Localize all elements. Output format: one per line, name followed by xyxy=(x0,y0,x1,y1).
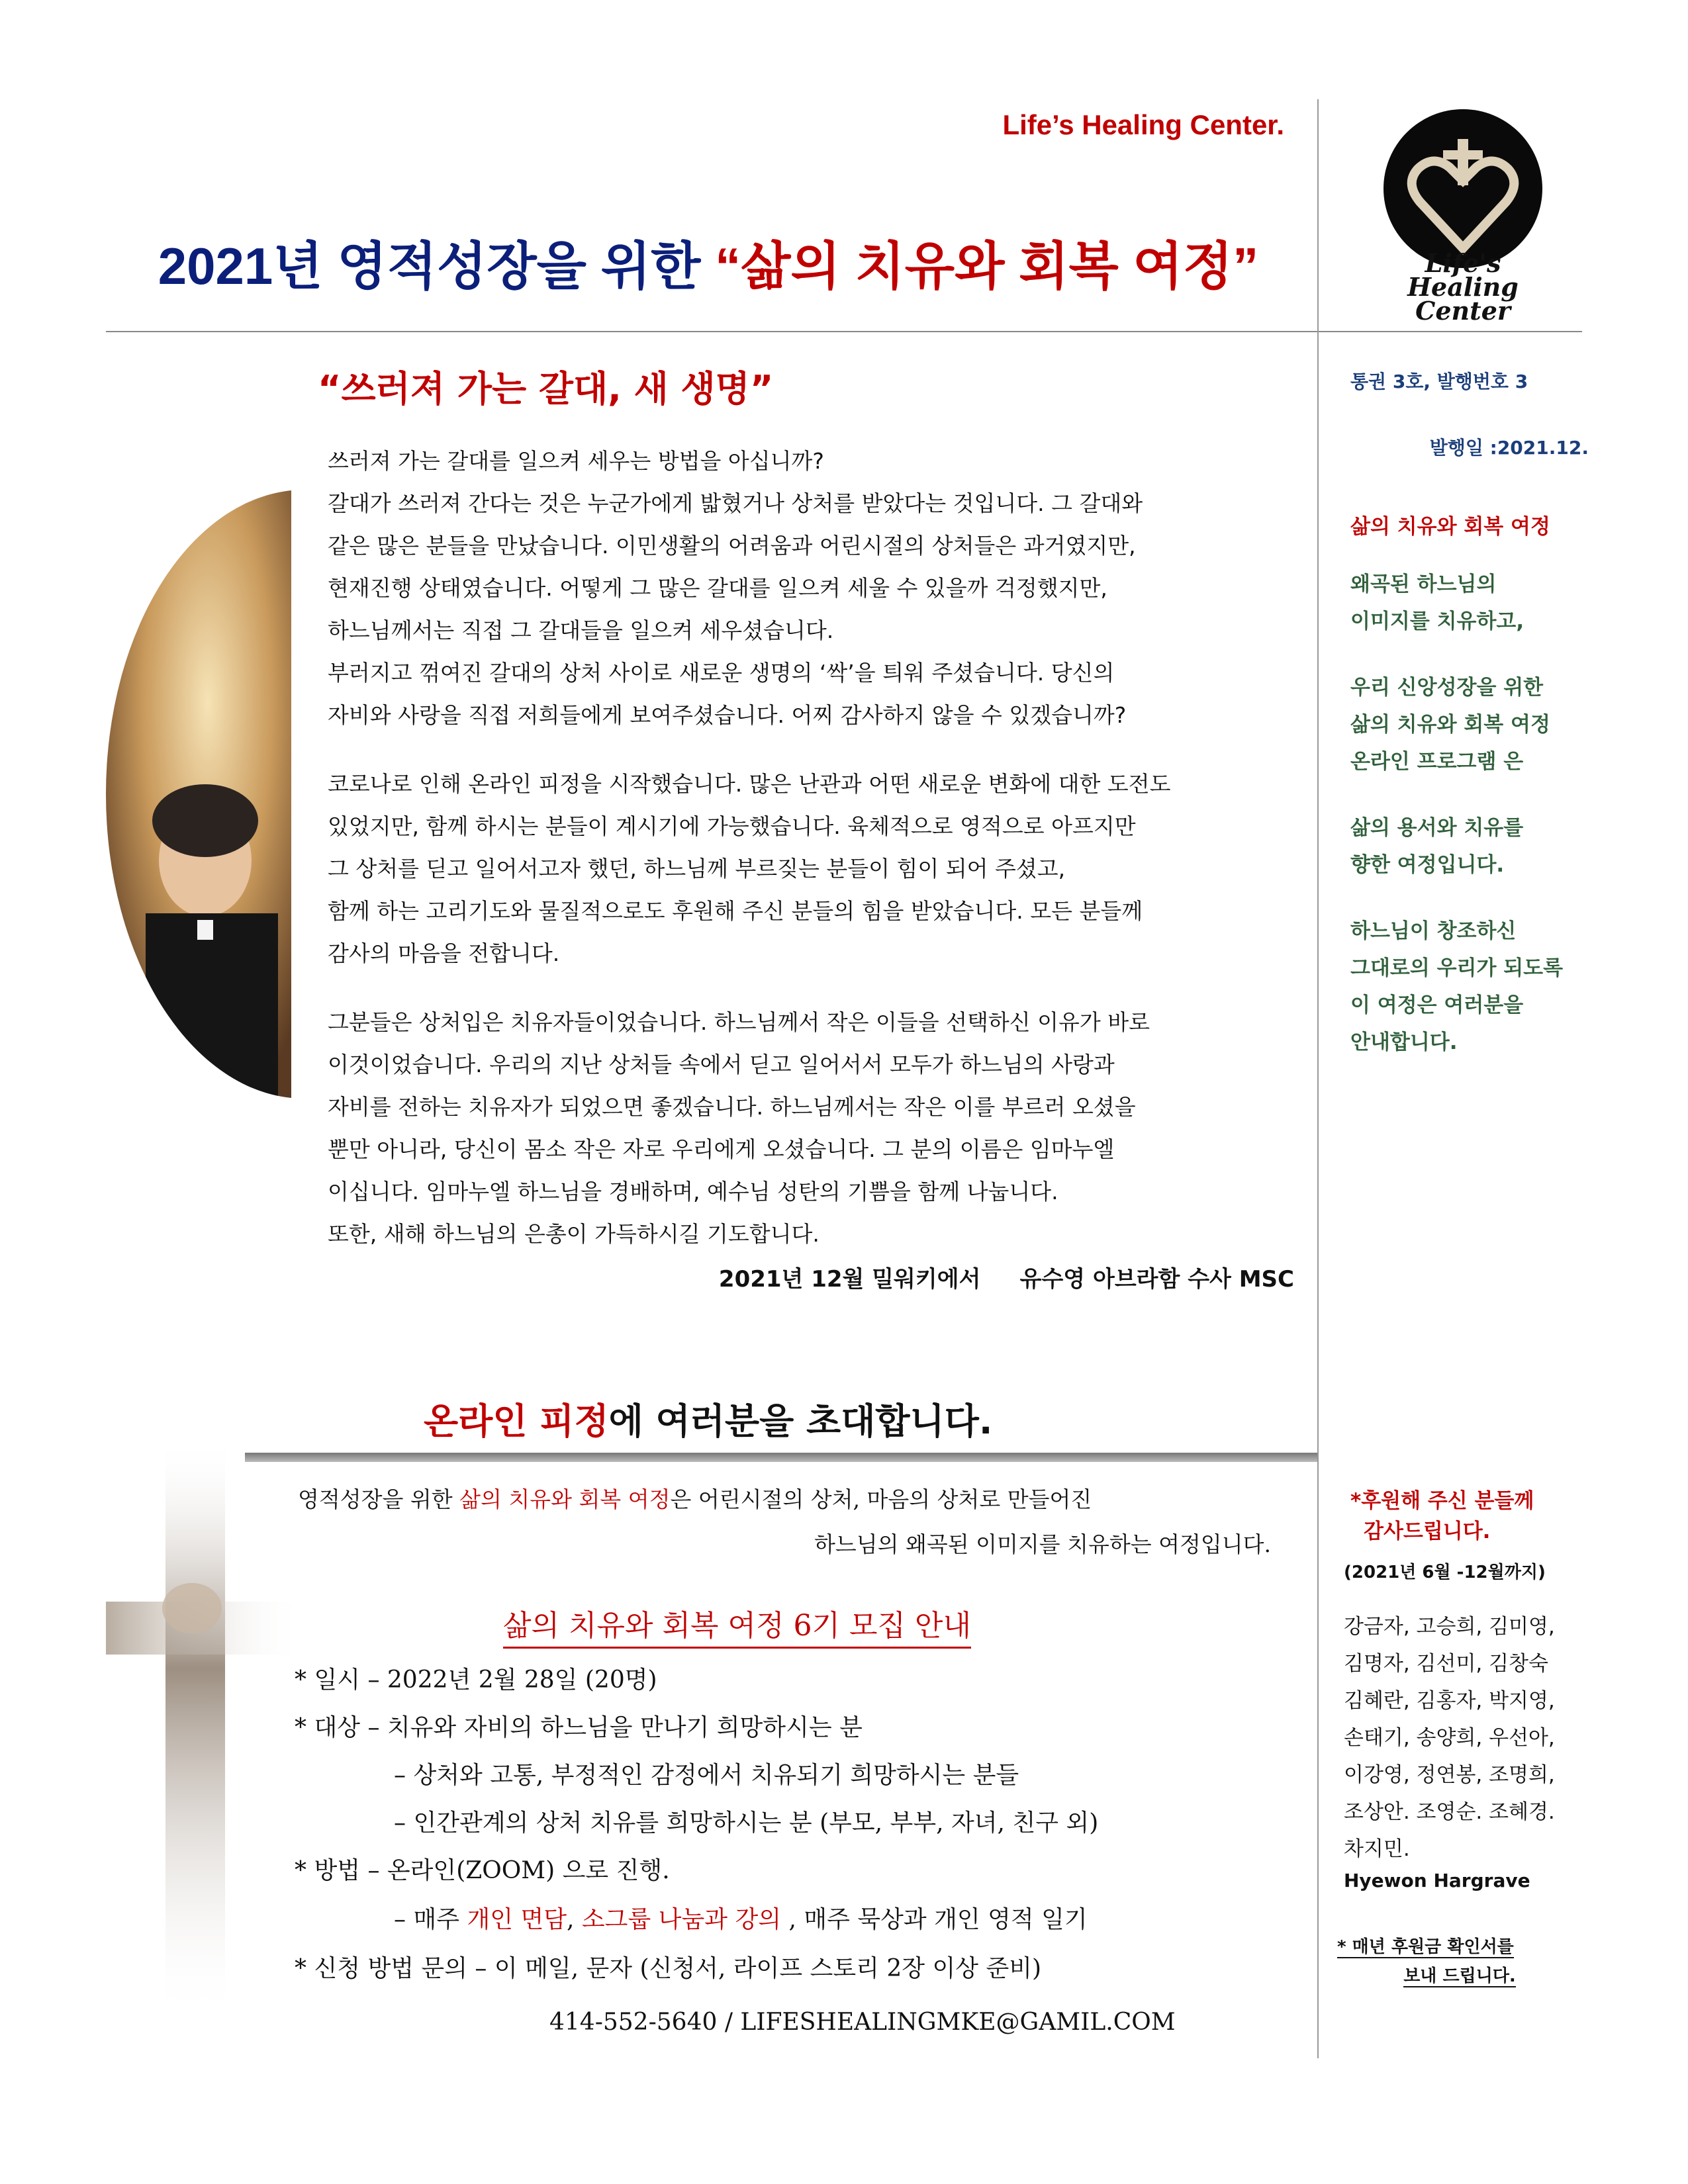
sidebar-blurb-paragraph: 우리 신앙성장을 위한 삶의 치유와 회복 여정 온라인 프로그램 은 xyxy=(1350,676,1550,774)
sidebar-blurb-paragraph: 왜곡된 하느님의 이미지를 치유하고, xyxy=(1350,572,1524,633)
donation-period: (2021년 6월 -12월까지) xyxy=(1344,1563,1546,1582)
logo-wordmark xyxy=(1350,248,1575,326)
thanks-line: 감사드립니다. xyxy=(1364,1520,1491,1543)
organization-name: Life’s Healing Center. xyxy=(1002,109,1284,140)
sidebar-blurb-paragraph: 삶의 용서와 치유를 향한 여정입니다. xyxy=(1350,816,1524,877)
recruit-details xyxy=(295,1661,1314,2005)
detail-target-sub: – 상처와 고통, 부정적인 감정에서 치유되기 희망하시는 분들 xyxy=(394,1762,1019,1789)
invite-heading-rest: 에 여러분을 초대합니다. xyxy=(608,1400,993,1442)
portrait-photo xyxy=(106,490,291,1099)
sidebar-blurb-paragraph: 하느님이 창조하신 그대로의 우리가 되도록 이 여정은 여러분을 안내합니다. xyxy=(1350,919,1564,1054)
sidebar-program-title: 삶의 치유와 회복 여정 xyxy=(1350,515,1550,539)
title-prefix: 2021년 영적성장을 위한 xyxy=(158,237,716,295)
logo-text-line: Center xyxy=(1415,296,1511,326)
method-text: , 매주 묵상과 개인 영적 일기 xyxy=(781,1906,1088,1933)
letter-signature: 2021년 12월 밀워키에서 유수영 아브라함 수사 MSC xyxy=(718,1266,1294,1293)
publish-date: 발행일 :2021.12. xyxy=(1429,437,1589,459)
detail-method: * 방법 – 온라인(ZOOM) 으로 진행. xyxy=(295,1857,670,1884)
letter-subtitle: “쓰러져 가는 갈대, 새 생명” xyxy=(318,368,774,410)
sidebar-blurb xyxy=(1350,566,1575,1090)
sidebar-divider xyxy=(1317,99,1319,2058)
thanks-heading xyxy=(1350,1486,1534,1547)
thanks-line: *후원해 주신 분들께 xyxy=(1350,1489,1534,1513)
header-divider xyxy=(106,331,1582,332)
method-text: , xyxy=(567,1906,582,1933)
intro-text: 영적성장을 위한 xyxy=(298,1486,460,1512)
title-quote: “삶의 치유와 회복 여정” xyxy=(715,237,1259,295)
issue-number: 통권 3호, 발행번호 3 xyxy=(1350,371,1528,392)
note-line: * 매년 후원금 확인서를 xyxy=(1337,1937,1514,1957)
letter-paragraph: 쓰러져 가는 갈대를 일으켜 세우는 방법을 아십니까? 갈대가 쓰러져 간다는 것은 누군가에게 밟혔거나 상처를 받았다는 것입니다. 그 갈대와 같은 많은 분들을 만났습니다. 이민생활의 어려움과 어린시절의 상처들은 과거였지만, 현재진행 상태였습니다. 어떻게 그 많은 갈대를 일으켜 세울 수 있을까 걱정했지만, 하느님께서는 직접 그 갈대들을 일으켜 세우셨습니다. 부러지고 꺾여진 갈대의 상처 사이로 새로운 생명의 ‘싹’을 틔워 주셨습니다. 당신의 자비와 사랑을 직접 저희들에게 보여주셨습니다. 어찌 감사하지 않을 수 있겠습니까? xyxy=(328,448,1143,728)
receipt-note xyxy=(1337,1933,1582,1991)
invite-divider xyxy=(245,1453,1317,1462)
detail-apply: * 신청 방법 문의 – 이 메일, 문자 (신청서, 라이프 스토리 2장 이상 준비) xyxy=(295,1955,1042,1982)
invite-heading-highlight: 온라인 피정 xyxy=(424,1400,609,1442)
intro-text: 은 어린시절의 상처, 마음의 상처로 만들어진 xyxy=(670,1486,1092,1512)
intro-highlight: 삶의 치유와 회복 여정 xyxy=(459,1486,671,1512)
logo-text-line: Life's xyxy=(1425,248,1501,278)
letter-paragraph: 그분들은 상처입은 치유자들이었습니다. 하느님께서 작은 이들을 선택하신 이유가 바로 이것이었습니다. 우리의 지난 상처들 속에서 딛고 일어서서 모두가 하느님의 사랑과 자비를 전하는 치유자가 되었으면 좋겠습니다. 하느님께서는 작은 이를 부르러 오셨을 뿐만 아니라, 당신이 몸소 작은 자로 우리에게 오셨습니다. 그 분의 이름은 임마누엘 이십니다. 임마누엘 하느님을 경배하며, 예수님 성탄의 기쁨을 함께 나눕니다. 또한, 새해 하느님의 은총이 가득하시길 기도합니다. xyxy=(328,1009,1150,1247)
donor-name: Hyewon Hargrave xyxy=(1344,1870,1530,1891)
detail-method-sub xyxy=(394,1901,1088,1934)
note-line: 보내 드립니다. xyxy=(1403,1966,1516,1986)
letter-body xyxy=(328,440,1307,1282)
logo-text-line: Healing xyxy=(1407,272,1519,302)
recruit-title: 삶의 치유와 회복 여정 6기 모집 안내 xyxy=(503,1602,971,1649)
method-highlight: 개인 면담 xyxy=(467,1906,567,1933)
donor-list: 강금자, 고승희, 김미영, 김명자, 김선미, 김창숙 김혜란, 김홍자, 박지영, 손태기, 송양희, 우선아, 이강영, 정연봉, 조명희, 조상안. 조영순. 조혜경. 차지민. xyxy=(1344,1615,1555,1861)
invite-intro-line: 하느님의 왜곡된 이미지를 치유하는 여정입니다. xyxy=(814,1531,1271,1557)
invite-intro-line xyxy=(298,1482,1271,1514)
contact-info: 414-552-5640 / LIFESHEALINGMKE@GAMIL.COM xyxy=(549,2009,1176,2036)
method-text: – 매주 xyxy=(394,1906,467,1933)
invite-heading xyxy=(424,1393,992,1444)
method-highlight: 소그룹 나눔과 강의 xyxy=(581,1906,782,1933)
page-title xyxy=(119,225,1297,299)
detail-target: * 대상 – 치유와 자비의 하느님을 만나기 희망하시는 분 xyxy=(295,1714,863,1741)
letter-paragraph: 코로나로 인해 온라인 피정을 시작했습니다. 많은 난관과 어떤 새로운 변화에 대한 도전도 있었지만, 함께 하시는 분들이 계시기에 가능했습니다. 육체적으로 영적으로 아프지만 그 상처를 딛고 일어서고자 했던, 하느님께 부르짖는 분들이 힘이 되어 주셨고, 함께 하는 고리기도와 물질적으로도 후원해 주신 분들의 힘을 받았습니다. 모든 분들께 감사의 마음을 전합니다. xyxy=(328,771,1171,966)
detail-date: * 일시 – 2022년 2월 28일 (20명) xyxy=(295,1666,657,1694)
cross-illustration xyxy=(106,1436,305,2019)
detail-target-sub: – 인간관계의 상처 치유를 희망하시는 분 (부모, 부부, 자녀, 친구 외) xyxy=(394,1809,1099,1837)
